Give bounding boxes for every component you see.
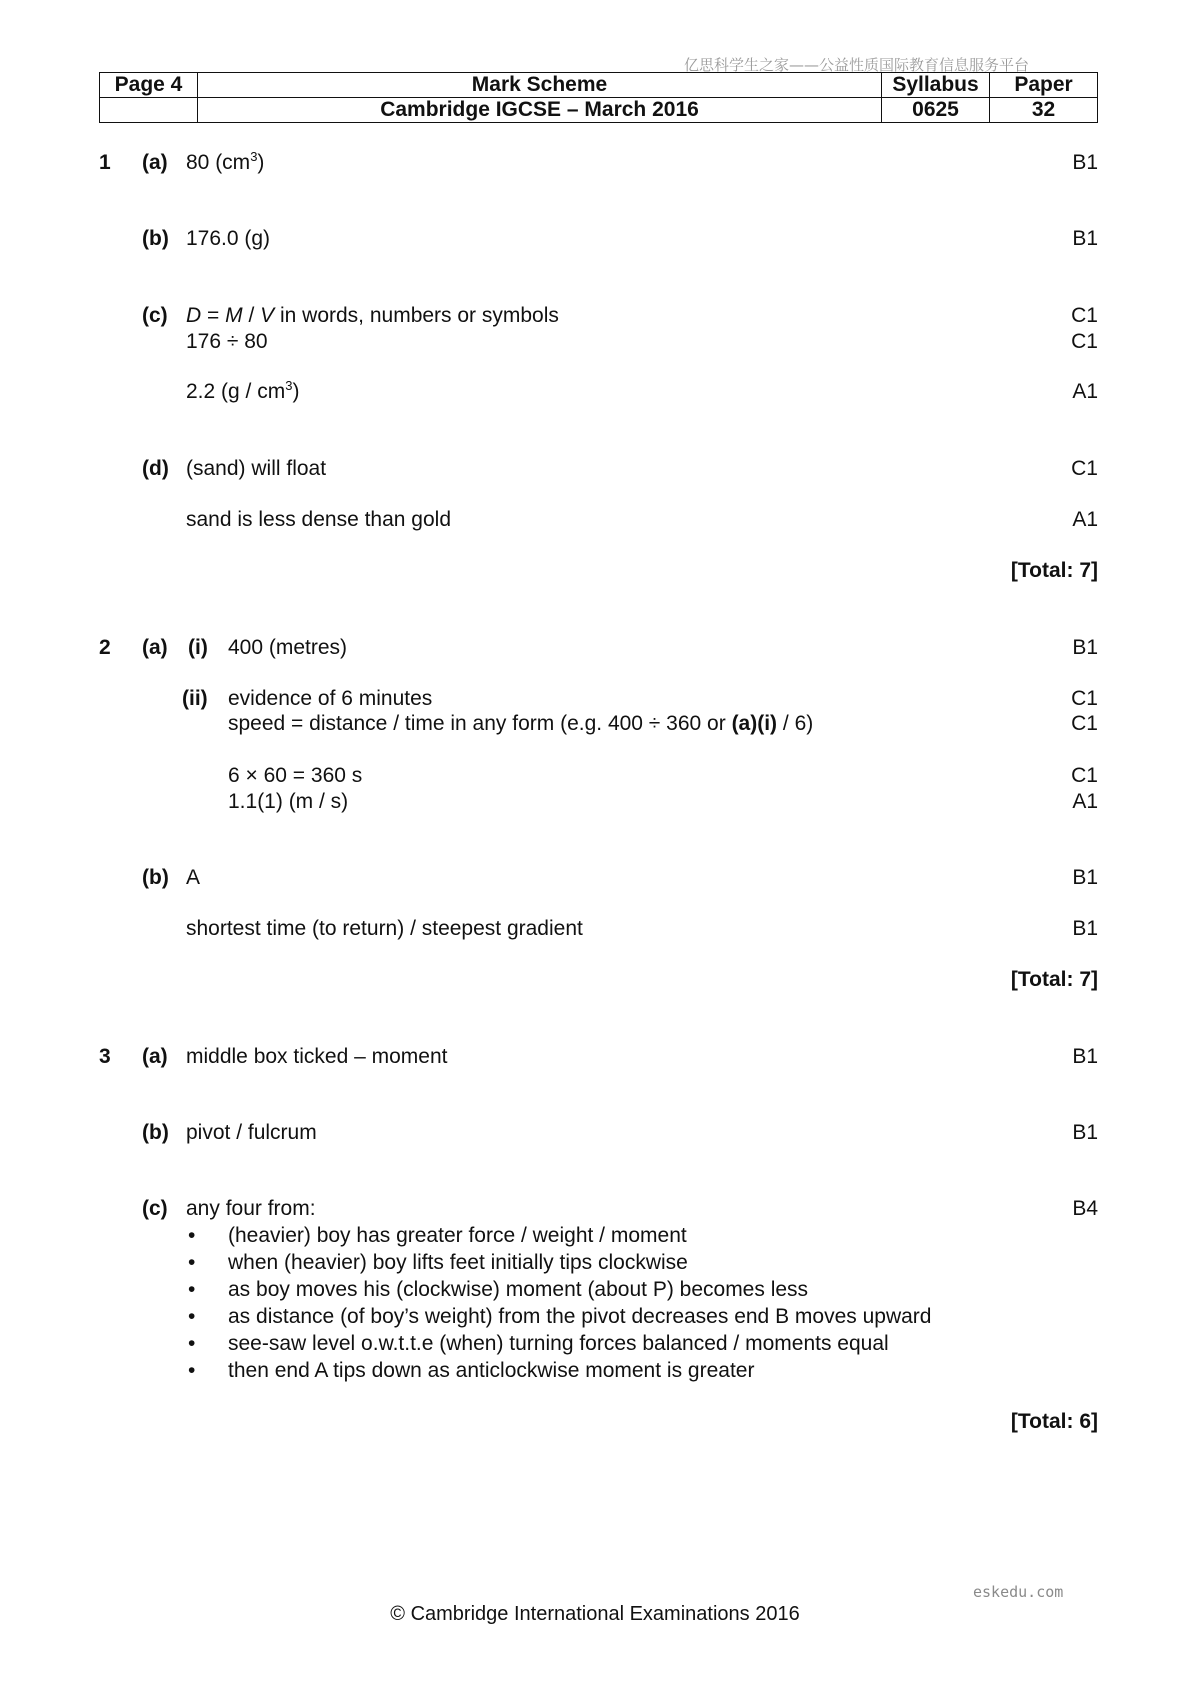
bullet-text: as distance (of boy’s weight) from the pivot decreases end B moves upward — [228, 1305, 932, 1328]
part-label: (a) — [142, 151, 168, 174]
part-label: (d) — [142, 457, 169, 480]
bullet-text: when (heavier) boy lifts feet initially tips clockwise — [228, 1251, 688, 1274]
answer-text: 6 × 60 = 360 s — [228, 764, 363, 787]
part-label: (c) — [142, 1197, 168, 1220]
bullet-text: then end A tips down as anticlockwise moment is greater — [228, 1359, 755, 1382]
answer-text: 400 (metres) — [228, 636, 348, 659]
syllabus-value: 0625 — [882, 98, 990, 123]
answer-text: evidence of 6 minutes — [228, 687, 433, 710]
answer-text: D = M / V in words, numbers or symbols — [186, 304, 559, 327]
part-label: (b) — [142, 1121, 169, 1144]
question-total: [Total: 7] — [1010, 559, 1098, 582]
answer-text: 176.0 (g) — [186, 227, 271, 250]
mark: C1 — [1071, 304, 1098, 327]
syllabus-label: Syllabus — [882, 73, 990, 98]
mark: B4 — [1072, 1197, 1098, 1220]
bullet-text: as boy moves his (clockwise) moment (about P) becomes less — [228, 1278, 809, 1301]
mark: B1 — [1072, 636, 1098, 659]
answer-text: speed = distance / time in any form (e.g. 400 ÷ 360 or (a)(i) / 6) — [228, 712, 814, 735]
question-number: 1 — [99, 151, 111, 174]
mark: C1 — [1071, 687, 1098, 710]
mark: B1 — [1072, 151, 1098, 174]
answer-text: (sand) will float — [186, 457, 327, 480]
mark: C1 — [1071, 764, 1098, 787]
bullet-text: see-saw level o.w.t.t.e (when) turning forces balanced / moments equal — [228, 1332, 889, 1355]
paper-value: 32 — [990, 98, 1098, 123]
answer-text: any four from: — [186, 1197, 316, 1220]
watermark-top: 亿思科学生之家——公益性质国际教育信息服务平台 — [684, 56, 1030, 74]
mark: A1 — [1072, 508, 1098, 531]
mark: A1 — [1072, 790, 1098, 813]
watermark-bottom: eskedu.com — [973, 1583, 1064, 1601]
part-label: (b) — [142, 227, 169, 250]
mark: C1 — [1071, 330, 1098, 353]
bullet-icon: • — [188, 1332, 196, 1355]
bullet-icon: • — [188, 1251, 196, 1274]
mark: B1 — [1072, 1121, 1098, 1144]
bullet-text: (heavier) boy has greater force / weight / moment — [228, 1224, 687, 1247]
answer-text: sand is less dense than gold — [186, 508, 452, 531]
mark: C1 — [1071, 712, 1098, 735]
mark: B1 — [1072, 227, 1098, 250]
part-label: (a) — [142, 636, 168, 659]
answer-text: A — [186, 866, 201, 889]
document-title: Mark Scheme — [198, 73, 882, 98]
question-total: [Total: 7] — [1010, 968, 1098, 991]
answer-text: 2.2 $(g / cm^3)$ — [186, 378, 300, 403]
answer-text: 176 ÷ 80 — [186, 330, 268, 353]
footer-copyright: © Cambridge International Examinations 2016 — [390, 1603, 800, 1625]
answer-text: middle box ticked – moment — [186, 1045, 448, 1068]
part-label: (b) — [142, 866, 169, 889]
bullet-icon: • — [188, 1305, 196, 1328]
subpart-label: (ii) — [182, 687, 208, 710]
answer-text: pivot / fulcrum — [186, 1121, 317, 1144]
answer-text: 80 $(cm^3)$ — [186, 149, 265, 174]
bullet-icon: • — [188, 1278, 196, 1301]
part-label: (a) — [142, 1045, 168, 1068]
subpart-label: (i) — [188, 636, 208, 659]
header-empty-cell — [100, 98, 198, 123]
mark: C1 — [1071, 457, 1098, 480]
document-subtitle: Cambridge IGCSE – March 2016 — [198, 98, 882, 123]
question-total: [Total: 6] — [1010, 1410, 1098, 1433]
answer-text: shortest time (to return) / steepest gradient — [186, 917, 583, 940]
mark: A1 — [1072, 380, 1098, 403]
bullet-icon: • — [188, 1224, 196, 1247]
header-table — [99, 72, 1098, 123]
mark: B1 — [1072, 917, 1098, 940]
bullet-icon: • — [188, 1359, 196, 1382]
mark: B1 — [1072, 1045, 1098, 1068]
paper-label: Paper — [990, 73, 1098, 98]
mark: B1 — [1072, 866, 1098, 889]
page-number: Page 4 — [100, 73, 198, 98]
part-label: (c) — [142, 304, 168, 327]
question-number: 3 — [99, 1045, 111, 1068]
answer-text: 1.1(1) (m / s) — [228, 790, 349, 813]
question-number: 2 — [99, 636, 111, 659]
